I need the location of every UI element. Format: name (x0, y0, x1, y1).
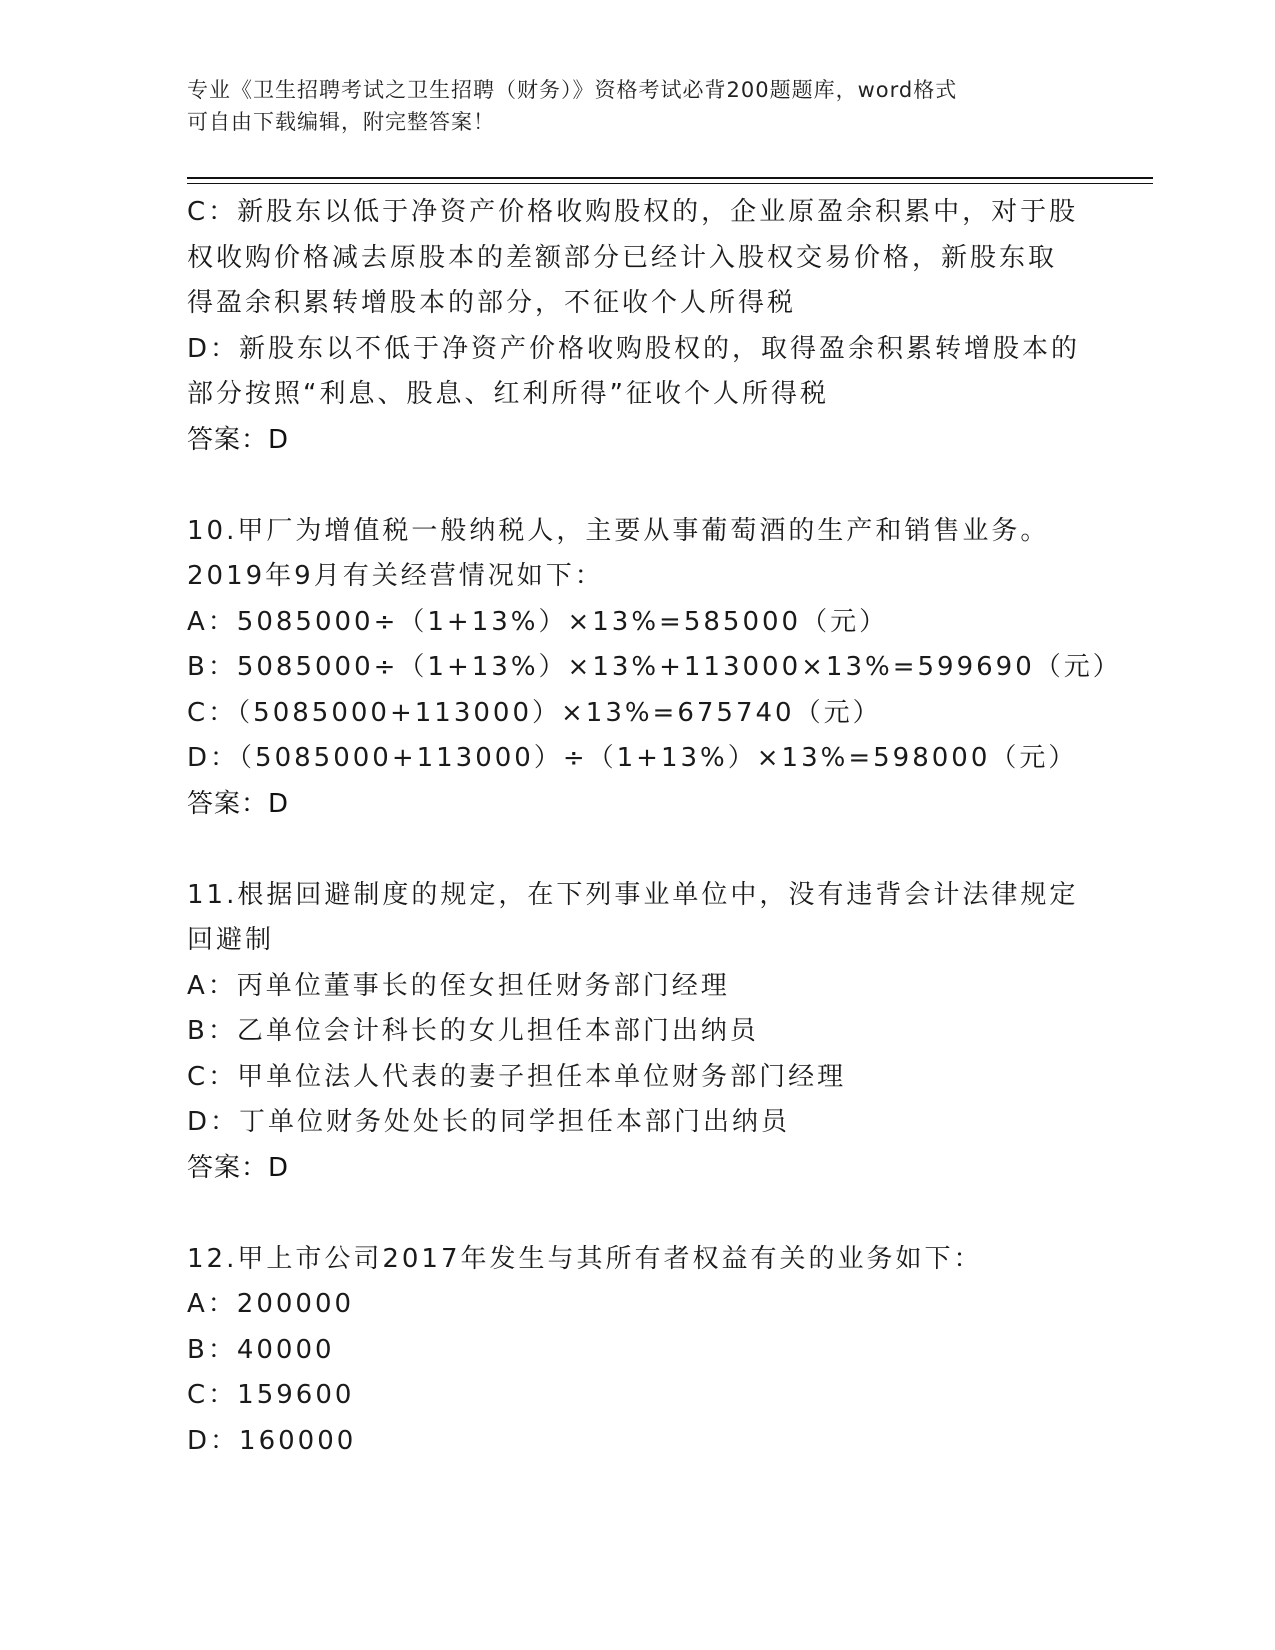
header-divider-thick (187, 177, 1153, 179)
q10-stem-line-2: 2019年9月有关经营情况如下： (187, 561, 604, 591)
q10-option-d: D：（5085000+113000）÷（1+13%）×13%=598000（元） (187, 743, 1078, 773)
q12-option-a: A：200000 (187, 1289, 355, 1319)
q12-option-b: B：40000 (187, 1334, 335, 1365)
q11-stem-line-1: 11.根据回避制度的规定，在下列事业单位中，没有违背会计法律规定 (187, 879, 1079, 910)
q9-option-d-line-2: 部分按照“利息、股息、红利所得”征收个人所得税 (187, 379, 829, 409)
q11-answer: 答案：D (187, 1152, 290, 1183)
document-header (187, 74, 1067, 138)
q11-option-b: B：乙单位会计科长的女儿担任本部门出纳员 (187, 1016, 759, 1046)
q11-option-d: D：丁单位财务处处长的同学担任本部门出纳员 (187, 1107, 791, 1137)
q11-stem-line-2: 回避制 (187, 925, 275, 955)
q10-answer: 答案：D (187, 788, 290, 819)
spacer (187, 827, 1087, 873)
q9-option-c-line-1: C：新股东以低于净资产价格收购股权的，企业原盈余积累中，对于股 (187, 197, 1079, 227)
header-title-line-2: 可自由下载编辑，附完整答案！ (187, 110, 495, 134)
q10-option-a: A：5085000÷（1+13%）×13%=585000（元） (187, 606, 889, 637)
q10-option-b: B：5085000÷（1+13%）×13%+113000×13%=599690（元） (187, 652, 1122, 682)
spacer (187, 1191, 1087, 1237)
spacer (187, 463, 1087, 509)
header-title-line-1: 专业《卫生招聘考试之卫生招聘（财务）》资格考试必背200题题库，word格式 (187, 78, 958, 102)
question-9-tail (187, 190, 1087, 463)
question-10 (187, 509, 1122, 828)
q9-answer: 答案：D (187, 424, 290, 455)
question-11 (187, 873, 1087, 1192)
q12-option-c: C：159600 (187, 1380, 355, 1410)
q10-option-c: C：（5085000+113000）×13%=675740（元） (187, 697, 882, 728)
q9-option-c-line-2: 权收购价格减去原股本的差额部分已经计入股权交易价格，新股东取 (187, 242, 1058, 273)
q11-option-c: C：甲单位法人代表的妻子担任本单位财务部门经理 (187, 1061, 847, 1092)
q11-option-a: A：丙单位董事长的侄女担任财务部门经理 (187, 970, 730, 1001)
q9-option-c-line-3: 得盈余积累转增股本的部分，不征收个人所得税 (187, 288, 797, 318)
q9-option-d-line-1: D：新股东以不低于净资产价格收购股权的，取得盈余积累转增股本的 (187, 333, 1081, 364)
q12-option-d: D：160000 (187, 1425, 357, 1456)
q12-stem-line-1: 12.甲上市公司2017年发生与其所有者权益有关的业务如下： (187, 1243, 983, 1274)
question-content (187, 190, 1122, 1464)
q10-stem-line-1: 10.甲厂为增值税一般纳税人，主要从事葡萄酒的生产和销售业务。 (187, 515, 1050, 546)
question-12 (187, 1237, 1087, 1465)
header-divider-thin (187, 183, 1153, 184)
